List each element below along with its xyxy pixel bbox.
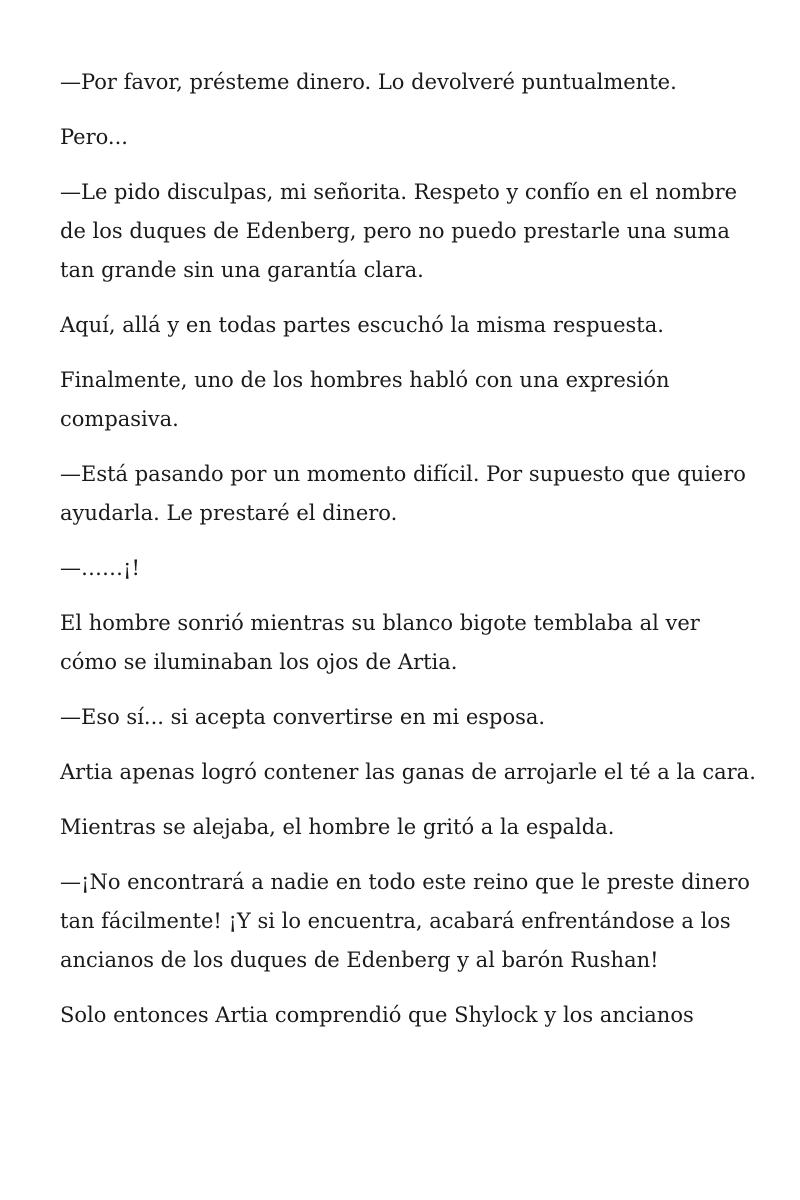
- paragraph: —Está pasando por un momento difícil. Por supuesto que quiero ayudarla. Le prestaré el dinero.: [60, 462, 746, 525]
- paragraph: —Eso sí... si acepta convertirse en mi esposa.: [60, 705, 546, 729]
- paragraph: —……¡!: [60, 556, 140, 580]
- paragraph: Mientras se alejaba, el hombre le gritó a la espalda.: [60, 815, 615, 839]
- paragraph: —Le pido disculpas, mi señorita. Respeto y confío en el nombre de los duques de Edenberg, pero no puedo prestarle una suma tan grande sin una garantía clara.: [60, 180, 738, 282]
- paragraph: Finalmente, uno de los hombres habló con una expresión compasiva.: [60, 368, 670, 431]
- paragraph: Aquí, allá y en todas partes escuchó la misma respuesta.: [60, 313, 664, 337]
- paragraph: Solo entonces Artia comprendió que Shylock y los ancianos: [60, 1003, 694, 1027]
- paragraph: Artia apenas logró contener las ganas de arrojarle el té a la cara.: [60, 760, 756, 784]
- paragraph: El hombre sonrió mientras su blanco bigote temblaba al ver cómo se iluminaban los ojos de Artia.: [60, 611, 700, 674]
- paragraph: —Por favor, présteme dinero. Lo devolveré puntualmente.: [60, 70, 677, 94]
- paragraph: Pero...: [60, 125, 128, 149]
- paragraph: —¡No encontrará a nadie en todo este reino que le preste dinero tan fácilmente! ¡Y si lo encuentra, acabará enfrentándose a los ancianos de los duques de Edenberg y al barón Rushan!: [60, 870, 750, 972]
